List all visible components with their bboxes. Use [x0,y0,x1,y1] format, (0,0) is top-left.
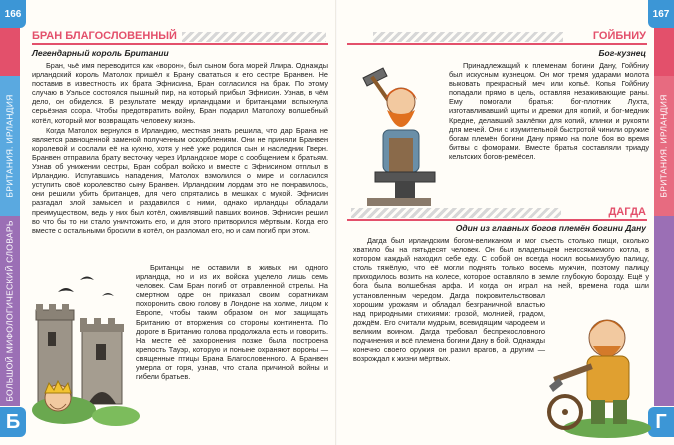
entry-title: БРАН БЛАГОСЛОВЕННЫЙ [32,30,177,42]
book-tab-label: БОЛЬШОЙ МИФОЛОГИЧЕСКИЙ СЛОВАРЬ [5,220,16,402]
entry-title: ДАГДА [608,206,646,218]
entry-text-dagda [353,236,649,364]
paragraph: Когда Матолох вернулся в Ирландию, местная знать решила, что дар Брана не является равноценной заменой полученным оскорблениям. Они не приняли Бранвен королевой и сослали её на кухню, хотя у неё уже родился сын и наследник Гверн. Бранвен отправила брату весточку через Ирландское море с сообщением к братьям. Узнав об унижении сестры, Бран собрал войско и вместе с Эфнисином отплыл в Ирландию. Испугавшись нападения, Матолох взмолился о мире и согласился уступить своё королевство сыну Бранвен. Ирландским лордам это не понравилось, они решили убить британцев, для чего спрятались в мешках с мукой. Эфнисин разгадал злой замысел и раздавился с ними, однако ирландцы обладали преимуществом, ведь у них был котёл, оживлявший павших воинов. Эфнисин решил во что бы то ни стало уничтожить его, и для этого притворился мёртвым. Когда его вместе с остальными бросили в котёл, он разломал его, но и сам погиб при этом. [32,125,328,235]
entry-subtitle: Один из главных богов племён богини Дану [455,223,646,233]
letter-marker-right[interactable]: Г [648,407,674,437]
header-stripe [182,32,326,42]
paragraph: Принадлежащий к племенам богини Дану, Гойбниу был искусным кузнецом. Он мог тремя ударами молота выковать прекрасный меч или копьё. Копья Гойбниу попадали прямо в цель, оставляя незаживающие раны. Ему помогали братья: бог-плотник Лухта, изготавливавший щиты и древки для копий, и бог-медник Кредне, делавший заклёпки для копий, клинки и рукояти для мечей. Они с изумительной быстротой чинили оружие богам племён богини Дану прямо на поле боя во время битвы с фоморами. Вместе братья составляли триаду кельтских богов-ремёсел. [449,61,649,161]
region-tab-right[interactable] [654,76,674,216]
entry-text-top [32,61,328,236]
page-number-right: 167 [648,0,674,28]
entry-subtitle: Бог-кузнец [598,48,646,58]
ravens-icon [58,277,114,297]
region-tab-right-label: БРИТАНИЯ. ИРЛАНДИЯ [659,94,670,198]
blacksmith-illustration [349,60,445,210]
region-tab[interactable] [0,76,20,216]
left-side-tabs [0,0,20,445]
entry-header-bar [347,206,647,221]
entry-subtitle: Легендарный король Британии [32,48,169,58]
region-tab-label: БРИТАНИЯ. ИРЛАНДИЯ [5,94,16,198]
dagda-illustration [547,300,651,440]
entry-text-goibniu [449,61,649,162]
right-side-tabs [654,0,674,445]
castle-illustration [28,270,140,438]
book-tab[interactable] [0,216,20,406]
entry-title: ГОЙБНИУ [592,30,646,42]
paragraph: Дагда был ирландским богом-великаном и мог съесть столько пищи, сколько хватило бы на пятьдесят человек. Он был владельцем неиссякаемого котла, в котором каждый находил себе еду. С собой он всегда носил восьмизубую палицу, столь тяжёлую, что её могли поднять только восемь мужчин, поэтому палицу приходилось возить на колесе, которое оставляло в земле глубокую борозду. Ещё у бога была волшебная арфа. И когда он играл на ней, времена года шли установленным чередом. Дагда покровительствовал хорошим урожаям и обладал безграничной властью над природными стихиями: грозой, молнией, градом, дождём. Его считали мудрым, всевидящим чародеем и великим воином. Дагда требовал беспрекословного подчинения и всё племена богини Дану в бой. Однажды конечно своего оружия он разил врагов, а другим — возрождал к жизни мёртвых. [353,236,649,364]
letter-marker-left[interactable]: Б [0,407,26,437]
paragraph: Британцы не оставили в живых ни одного ирландца, но и из их войска уцелело лишь семь человек. Сам Бран погиб от отравленной стрелы. На смертном одре он приказал своим соратникам похоронить свою голову в Лондоне на холме, лицом к Европе, чтобы таким образом он мог защищать Британию от вторжения со стороны континента. По дороге в Британию голова продолжала есть и говорить. На месте её захоронения позже была построена крепость Тауэр, которую и поныне охраняют вороны — священные птицы Брана Благословенного. А Бранвен умерла от горя, узнав, что стала причиной войны и гибели братьев. [136,263,328,382]
paragraph: Бран, чьё имя переводится как «ворон», был сыном бога морей Ллира. Однажды ирландский король Матолох пришёл к Брану свататься к его сестре Бранвен. Не поставив в известность их брата Эфнисина, Бран согласился на брак. По этому случаю в Уэльсе состоялся пышный пир, на который прибыл Эфнисин. Узнав, в чём дело, он обиделся. В результате между ирландцами и британцами вспыхнула серьёзная ссора. Чтобы предотвратить войну, Бран подарил Матолоху волшебный котёл, который мог возвращать человеку жизнь. [32,61,328,125]
entry-text-bottom [136,263,328,382]
right-page [337,0,674,445]
page-number-left: 166 [0,0,26,28]
